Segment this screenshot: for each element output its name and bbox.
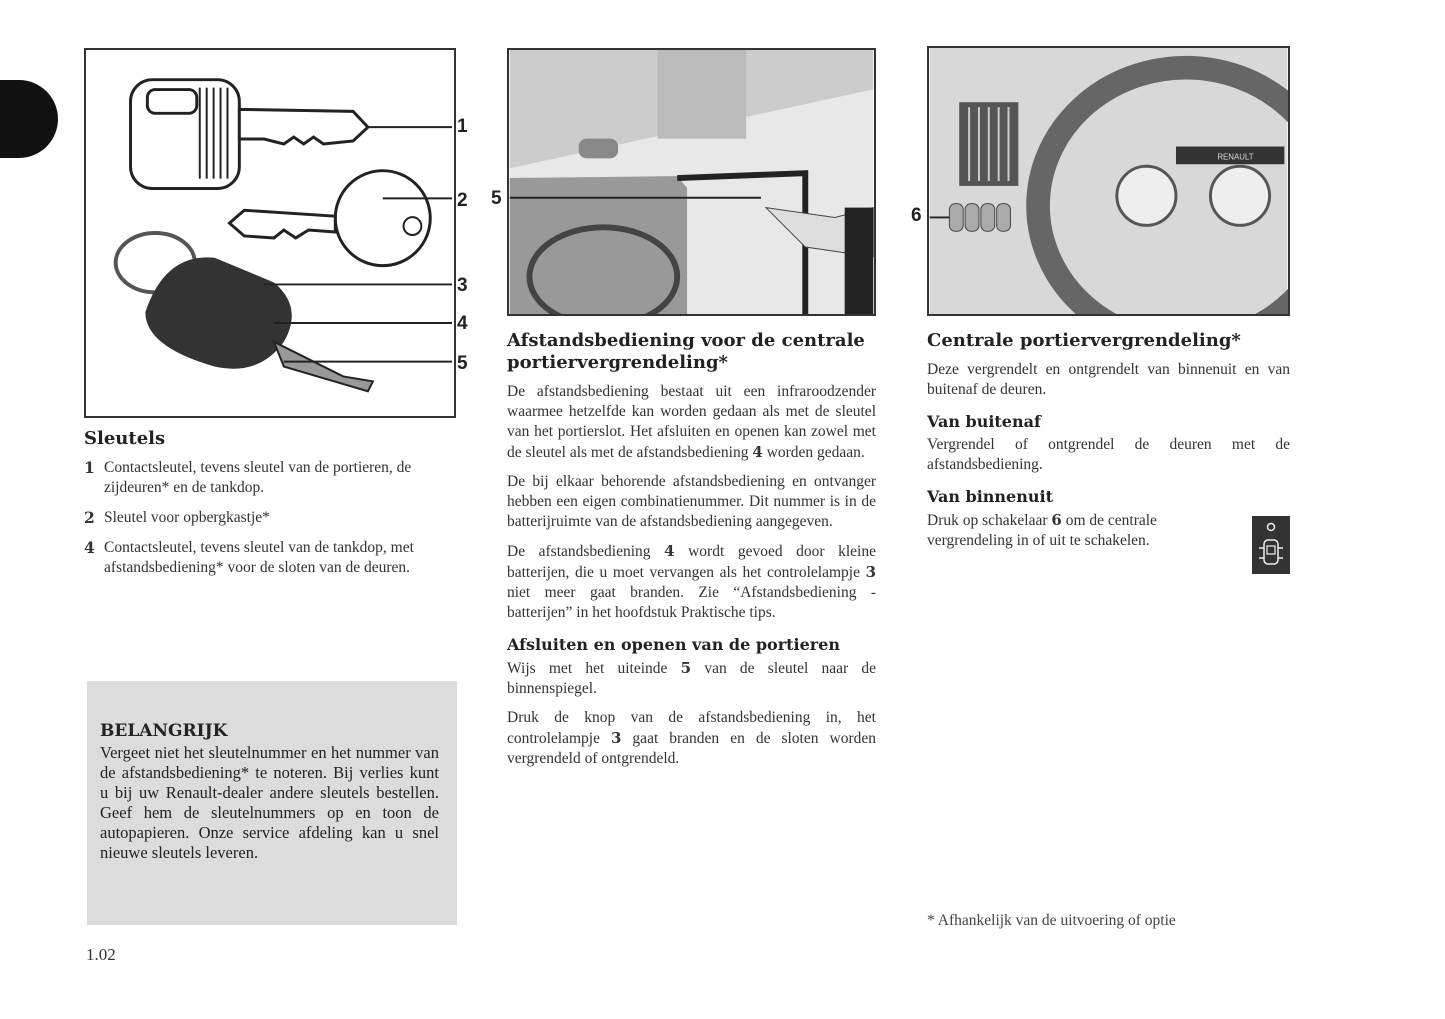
- text: wordt gevoed door kleine batterijen, die u moet vervangen als het controlelampje: [507, 543, 876, 581]
- central-locking-section: [927, 330, 1290, 560]
- inside-heading: Van binnenuit: [927, 487, 1053, 506]
- ref-number: 4: [752, 443, 763, 461]
- callout-3: 3: [457, 275, 468, 296]
- text: om de centrale vergrendeling in of uit te schakelen.: [927, 512, 1157, 549]
- item-number: 4: [84, 538, 95, 557]
- car-interior-drawing: [509, 50, 874, 314]
- text: niet meer gaat branden. Zie “Afstandsbediening - batterijen” in het hoofdstuk Praktische tips.: [507, 584, 876, 621]
- footnote: * Afhankelijk van de uitvoering of optie: [927, 912, 1176, 929]
- callout-4: 4: [457, 313, 468, 334]
- important-heading: BELANGRIJK: [100, 721, 228, 741]
- text: Wijs met het uiteinde: [507, 660, 681, 677]
- item-text: Contactsleutel, tevens sleutel van de portieren, de zijdeuren* en de tankdop.: [104, 459, 412, 496]
- remote-photo: [507, 48, 876, 316]
- callout-1: 1: [457, 116, 468, 137]
- central-locking-heading: Centrale portiervergrendeling*: [927, 330, 1241, 351]
- list-item: [84, 508, 454, 528]
- lock-unlock-heading: Afsluiten en openen van de portieren: [507, 635, 841, 654]
- text: worden gedaan.: [762, 444, 865, 461]
- list-item: [84, 538, 454, 578]
- dashboard-drawing: [929, 48, 1288, 314]
- text: gaat branden en de sloten worden vergrendeld of ontgrendeld.: [507, 730, 876, 767]
- remote-paragraph-1: [507, 382, 876, 463]
- remote-paragraph-4: [507, 658, 876, 699]
- remote-paragraph-2: De bij elkaar behorende afstandsbediening en ontvanger hebben een eigen combinatienummer. Dit nummer is in de batterijruimte van de afstandsbediening aangegeven.: [507, 473, 876, 530]
- keys-illustration: [84, 48, 456, 418]
- text: De afstandsbediening bestaat uit een infraroodzender waarmee hetzelfde kan worden gedaan als met de sleutel van het portierslot. Het afsluiten en openen kan zowel met de sleutel als met de afstandsbediening: [507, 383, 876, 461]
- ref-number: 3: [865, 563, 876, 581]
- outside-heading: Van buitenaf: [927, 412, 1041, 431]
- ref-number: 5: [680, 659, 692, 677]
- central-lock-switch-icon: [1252, 516, 1290, 574]
- keys-heading: Sleutels: [84, 428, 166, 449]
- important-box: [87, 681, 457, 925]
- remote-paragraph-5: [507, 708, 876, 769]
- dashboard-photo: [927, 46, 1290, 316]
- remote-heading: Afstandsbediening voor de centrale portiervergrendeling*: [507, 330, 865, 373]
- item-number: 2: [84, 508, 95, 527]
- brand-label: RENAULT: [1217, 152, 1254, 162]
- remote-section: [507, 330, 876, 778]
- central-locking-intro: Deze vergrendelt en ontgrendelt van binnenuit en van buitenaf de deuren.: [927, 361, 1290, 398]
- callout-5: 5: [457, 353, 468, 374]
- callout-5-remote: 5: [491, 188, 502, 209]
- callout-6: 6: [911, 205, 922, 226]
- page-number: 1.02: [86, 945, 116, 964]
- item-text: Contactsleutel, tevens sleutel van de tankdop, met afstandsbediening* voor de sloten van de deuren.: [104, 539, 414, 576]
- item-text: Sleutel voor opbergkastje*: [104, 509, 270, 526]
- ref-number: 3: [610, 729, 622, 747]
- callout-2: 2: [457, 190, 468, 211]
- text: Druk op schakelaar: [927, 512, 1052, 529]
- ref-number: 6: [1051, 511, 1062, 529]
- important-text: Vergeet niet het sleutelnummer en het nummer van de afstandsbediening* te noteren. Bij verlies kunt u bij uw Renault-dealer andere sleutels bestellen. Geef hem de sleutelnummers op en toon de autopapieren. Onze service afdeling kan u snel nieuwe sleutels leveren.: [100, 743, 439, 862]
- keys-drawing: [86, 50, 454, 416]
- text: van de sleutel naar de binnenspiegel.: [507, 660, 876, 697]
- list-item: [84, 458, 454, 498]
- outside-text: Vergrendel of ontgrendel de deuren met de afstandsbediening.: [927, 436, 1290, 473]
- keys-section: [84, 428, 454, 588]
- inside-text: [927, 510, 1237, 551]
- ref-number: 4: [664, 542, 675, 560]
- item-number: 1: [84, 458, 95, 477]
- chapter-tab: [0, 80, 58, 158]
- text: Druk de knop van de afstandsbediening in, het controlelampje: [507, 709, 876, 747]
- text: De afstandsbediening: [507, 543, 665, 560]
- remote-paragraph-3: [507, 541, 876, 623]
